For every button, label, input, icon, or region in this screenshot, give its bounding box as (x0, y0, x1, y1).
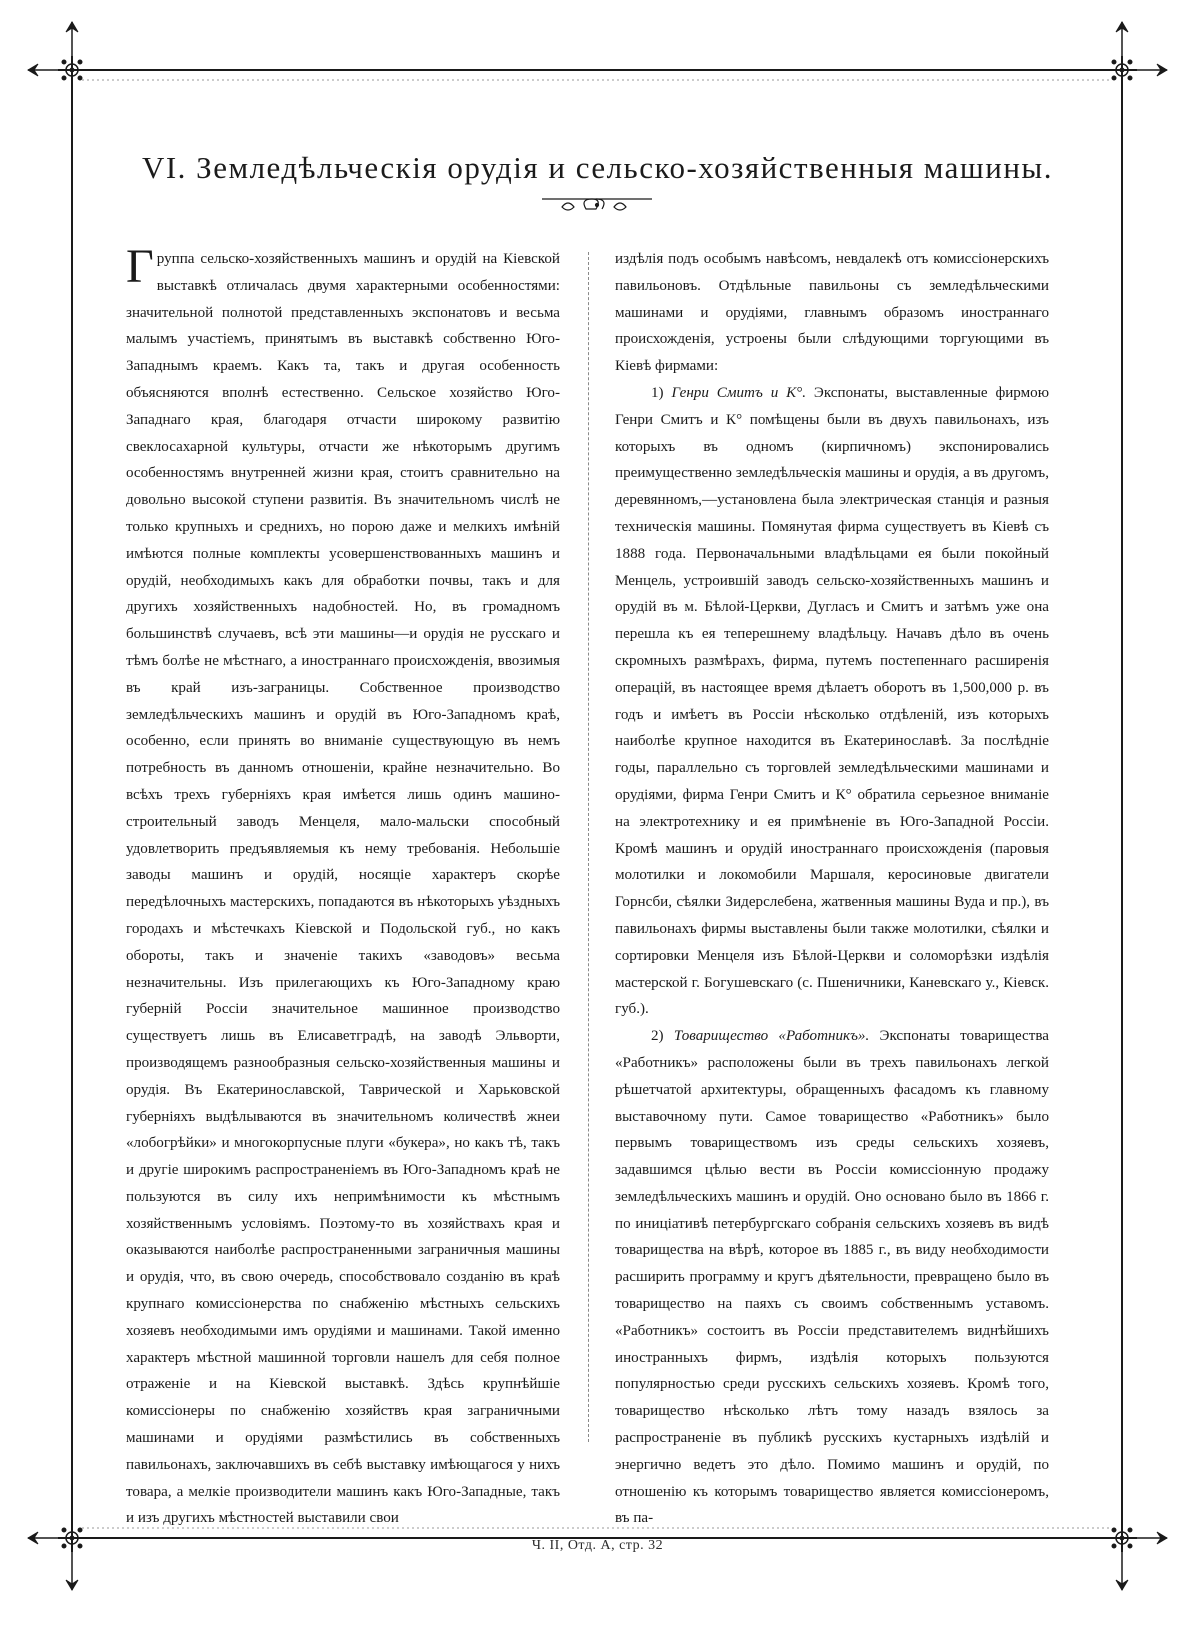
firm-2-number: 2) (651, 1028, 664, 1045)
firm-1-paragraph (615, 380, 1049, 1023)
right-column (615, 246, 1049, 1532)
firm-2-name: Товарищество «Работникъ». (673, 1028, 870, 1045)
column-divider (588, 252, 589, 1442)
firm-1-number: 1) (651, 384, 664, 401)
firm-1-name: Генри Смитъ и К°. (671, 384, 806, 401)
left-column (126, 240, 560, 1532)
intro-paragraph (126, 240, 560, 1532)
right-intro-paragraph: издѣлія подъ особымъ навѣсомъ, невдалекѣ отъ комиссіонерскихъ павильоновъ. Отдѣльные павильоны съ земледѣльческими машинами и орудіями, главнымъ образомъ иностраннаго происхожденія, устроены были слѣдующими торгующими въ Кіевѣ фирмами: (615, 251, 1049, 375)
drop-cap: Г (126, 240, 154, 293)
left-column-text: руппа сельско-хозяйственныхъ машинъ и орудій на Кіевской выставкѣ отличалась двумя характерными особенностями: значительной полнотой представленныхъ экспонатовъ и весьма малымъ участіемъ, принятымъ въ выставкѣ собственно Юго-Западнымъ краемъ. Какъ та, такъ и другая особенность объясняются вполнѣ естественно. Сельское хозяйство Юго-Западнаго края, благодаря отчасти широкому развитію свеклосахарной культуры, отчасти же нѣкоторымъ другимъ особенностямъ внутренней жизни края, стоитъ сравнительно на довольно высокой ступени развитія. Въ значительномъ числѣ не только крупныхъ и среднихъ, но порою даже и мелкихъ имѣній имѣются полные комплекты усовершенствованныхъ машинъ и орудій, необходимыхъ какъ для обработки почвы, такъ и для другихъ хозяйственныхъ надобностей. Но, въ громадномъ большинствѣ случаевъ, всѣ эти машины—и орудія не русскаго и тѣмъ болѣе не мѣстнаго, а иностраннаго происхожденія, ввозимыя въ край изъ-заграницы. Собственное производство земледѣльческихъ машинъ и орудій въ Юго-Западномъ краѣ, особенно, если принять во вниманіе существующую въ немъ потребность въ данномъ отношеніи, крайне незначительно. Во всѣхъ трехъ губерніяхъ края имѣется лишь одинъ машино-строительный заводъ Менцеля, мало-мальски способный удовлетворить предъявляемыя къ нему требованія. Небольшіе заводы машинъ и орудій, носящіе характеръ скорѣе передѣлочныхъ мастерскихъ, попадаются въ нѣкоторыхъ уѣздныхъ городахъ и мѣстечкахъ Кіевской и Подольской губ., но какъ обороты, такъ и значеніе такихъ «заводовъ» весьма незначительны. Изъ прилегающихъ къ Юго-Западному краю губерній Россіи значительное машинное производство существуетъ лишь въ Елисаветградѣ, на заводѣ Эльворти, производящемъ разнообразныя сельско-хозяйственныя машины и орудія. Въ Екатеринославской, Таврической и Харьковской губерніяхъ выдѣлываются въ значительномъ количествѣ жнеи «лобогрѣйки» и многокорпусные плуги «букера», но какъ тѣ, такъ и другіе широкимъ распространеніемъ въ Юго-Западномъ краѣ не пользуются въ силу ихъ непримѣнимости къ мѣстнымъ хозяйственнымъ условіямъ. Поэтому-то въ хозяйствахъ края и оказываются наиболѣе распространенными заграничныя машины и орудія, что, въ свою очередь, способствовало созданію въ краѣ крупнаго комиссіонерства по снабженію мѣстныхъ сельскихъ хозяевъ необходимыми имъ орудіями и машинами. Такой именно характеръ мѣстной машинной торговли нашелъ для себя полное отраженіе и на Кіевской выставкѣ. Здѣсь крупнѣйшіе комиссіонеры по снабженію хозяйствъ края заграничными машинами и орудіями размѣстились въ собственныхъ павильонахъ, заключавшихъ въ себѣ выставку имѣющагося у нихъ товара, а мелкіе производители машинъ какъ Юго-Западные, такъ и изъ другихъ мѣстностей выставили свои (126, 251, 560, 1527)
corner-ornament-top-right (1112, 22, 1167, 80)
firm-2-paragraph (615, 1023, 1049, 1532)
corner-ornament-top-left (28, 22, 82, 80)
firm-1-text: Экспонаты, выставленные фирмою Генри Смитъ и К° помѣщены были въ двухъ павильонахъ, изъ которыхъ въ одномъ (кирпичномъ) экспонировались преимущественно земледѣльческія машины и орудія, а въ другомъ, деревянномъ,—установлена была электрическая станція и разныя техническія машины. Помянутая фирма существуетъ въ Кіевѣ съ 1888 года. Первоначальными владѣльцами ея были покойный Менцель, устроившій заводъ сельско-хозяйственныхъ машинъ и орудій въ м. Бѣлой-Церкви, Дугласъ и Смитъ и затѣмъ уже она перешла къ ея теперешнему владѣльцу. Начавъ дѣло въ очень скромныхъ размѣрахъ, фирма, путемъ постепеннаго расширенія операцій, въ настоящее время дѣлаетъ оборотъ въ 1,500,000 р. въ годъ и имѣетъ въ Россіи нѣсколько отдѣленій, изъ которыхъ наиболѣе крупное находится въ Екатеринославѣ. За послѣдніе годы, параллельно съ торговлей земледѣльческими машинами и орудіями, фирма Генри Смитъ и К° обратила серьезное вниманіе на электротехнику и ея примѣненіе въ Юго-Западной Россіи. Кромѣ машинъ и орудій иностраннаго происхожденія (паровыя молотилки и локомобили Маршаля, керосиновые двигатели Горнсби, сѣялки Зидерслебена, жатвенныя машины Вуда и пр.), въ павильонахъ фирмы выставлены были также молотилки, сѣялки и сортировки Менцеля изъ Бѣлой-Церкви и соломорѣзки издѣлія мастерской г. Богушевскаго (с. Пшеничники, Каневскаго у., Кіевск. губ.). (615, 384, 1049, 1018)
firm-2-text: Экспонаты товарищества «Работникъ» расположены были въ трехъ павильонахъ легкой рѣшетчатой архитектуры, обращенныхъ фасадомъ къ главному выставочному пути. Самое товарищество «Работникъ» было первымъ товариществомъ изъ среды сельскихъ хозяевъ, задавшимся цѣлью вести въ Россіи комиссіонную продажу земледѣльческихъ машинъ и орудій. Оно основано было въ 1866 г. по иниціативѣ петербургскаго собранія сельскихъ хозяевъ въ видѣ товарищества на вѣрѣ, которое въ 1885 г., въ виду необходимости расширить программу и кругъ дѣятельности, превращено было въ товарищество на паяхъ съ своимъ собственнымъ уставомъ. «Работникъ» состоитъ въ Россіи представителемъ виднѣйшихъ иностранныхъ фирмъ, издѣлія которыхъ пользуются популярностью среди русскихъ сельскихъ хозяевъ. Кромѣ того, товарищество нѣсколько лѣтъ тому назадъ взялось за распространеніе въ публикѣ русскихъ кустарныхъ издѣлій и энергично ведетъ это дѣло. Помимо машинъ и орудій, по отношенію къ которымъ товарищество является комиссіонеромъ, въ па- (615, 1028, 1049, 1527)
page-title: VI. Земледѣльческія орудія и сельско-хозяйственныя машины. (141, 150, 1054, 185)
title-ornament-icon (542, 193, 652, 215)
page-footer: Ч. II, Отд. А, стр. 32 (531, 1538, 664, 1553)
